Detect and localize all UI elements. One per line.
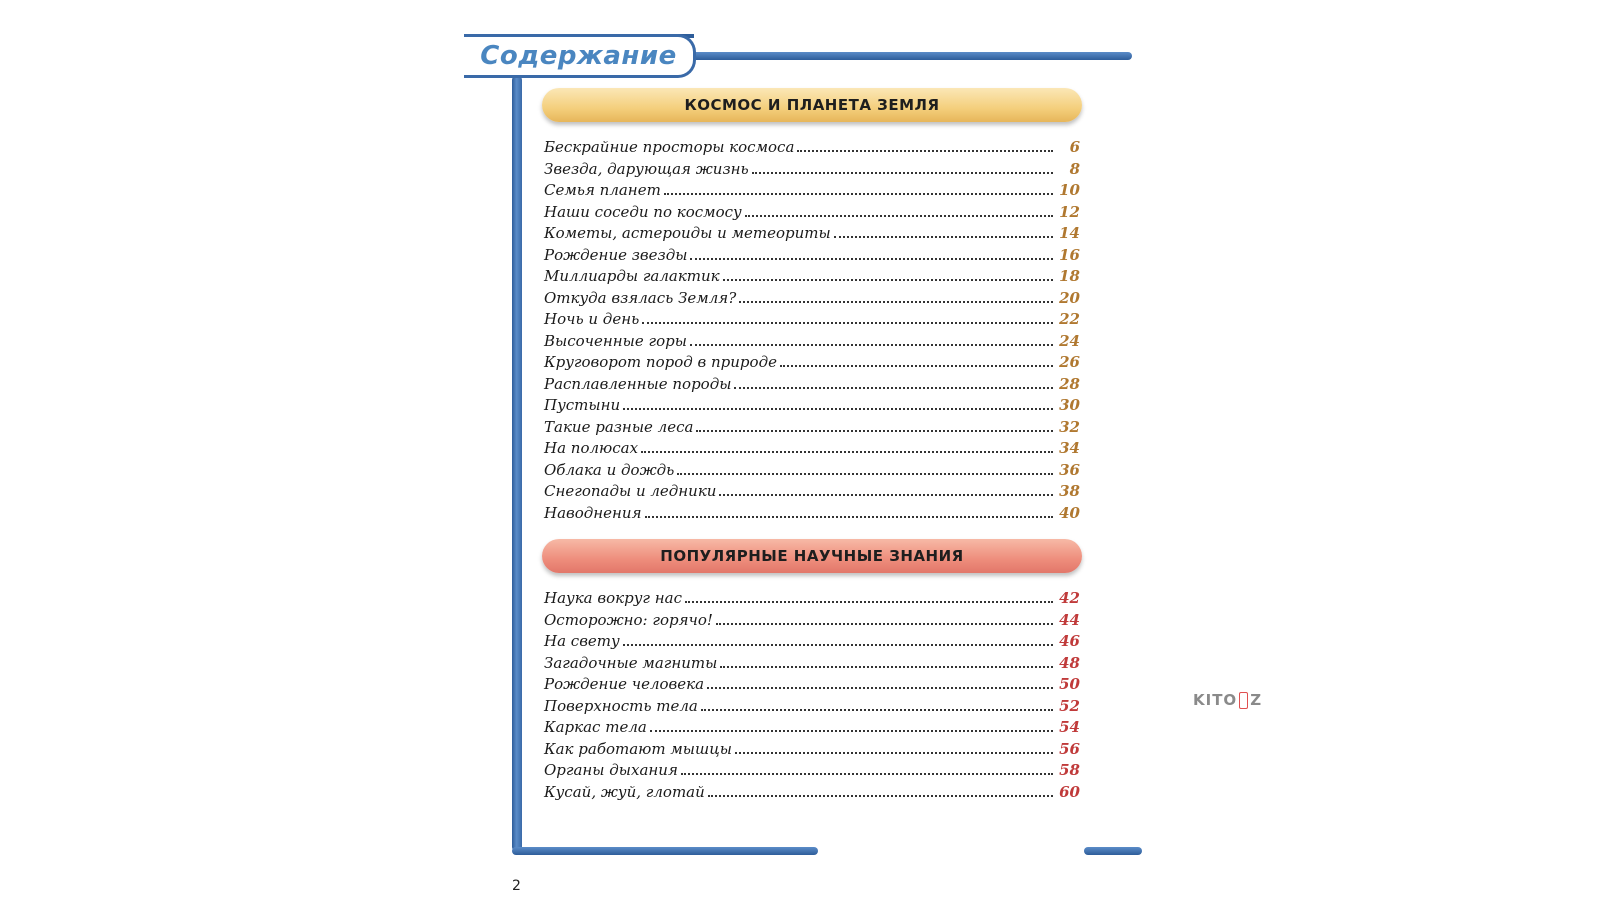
dot-leader (734, 387, 1053, 389)
toc-entry[interactable] (544, 482, 1080, 504)
toc-entry-title: Ночь и день (544, 310, 640, 328)
dot-leader (752, 172, 1053, 174)
dot-leader (641, 451, 1053, 453)
toc-entry[interactable] (544, 310, 1080, 332)
dot-leader (834, 236, 1053, 238)
toc-entry-page-number: 46 (1059, 632, 1080, 650)
toc-entry[interactable] (544, 783, 1080, 805)
toc-entry[interactable] (544, 439, 1080, 461)
dot-leader (797, 150, 1053, 152)
toc-entry-page-number: 8 (1069, 159, 1080, 178)
toc-entry-page-number: 26 (1059, 353, 1080, 371)
toc-entry-page-number: 34 (1059, 439, 1080, 457)
toc-entry[interactable] (544, 740, 1080, 762)
toc-entry-page-number: 10 (1059, 181, 1080, 199)
toc-entry[interactable] (544, 332, 1080, 354)
toc-entry-title: Поверхность тела (544, 696, 698, 715)
frame-line (512, 847, 818, 855)
toc-entry-title: Каркас тела (544, 718, 647, 736)
dot-leader (707, 687, 1053, 689)
toc-entry-title: Откуда взялась Земля? (544, 288, 737, 307)
dot-leader (664, 193, 1053, 195)
toc-list-science (544, 589, 1080, 804)
toc-entry-page-number: 38 (1059, 482, 1080, 500)
dot-leader (690, 344, 1053, 346)
dot-leader (780, 365, 1053, 367)
toc-entry[interactable] (544, 654, 1080, 676)
toc-entry-page-number: 32 (1059, 417, 1080, 436)
toc-entry[interactable] (544, 160, 1080, 182)
toc-entry-page-number: 6 (1069, 138, 1080, 156)
page-number: 2 (512, 878, 521, 894)
dot-leader (650, 730, 1053, 732)
dot-leader (716, 623, 1053, 625)
toc-entry-title: Органы дыхания (544, 761, 678, 779)
dot-leader (719, 494, 1053, 496)
toc-entry[interactable] (544, 504, 1080, 526)
toc-entry-page-number: 60 (1059, 782, 1080, 801)
title-tab (464, 34, 696, 78)
toc-entry-title: Снегопады и ледники (544, 482, 717, 500)
frame-line (1084, 847, 1142, 855)
toc-entry-page-number: 58 (1059, 761, 1080, 779)
toc-entry[interactable] (544, 632, 1080, 654)
toc-list-space (544, 138, 1080, 525)
toc-entry[interactable] (544, 418, 1080, 440)
toc-entry[interactable] (544, 246, 1080, 268)
toc-entry-page-number: 18 (1059, 267, 1080, 285)
dot-leader (623, 408, 1053, 410)
toc-entry-page-number: 48 (1059, 653, 1080, 672)
dot-leader (723, 279, 1053, 281)
dot-leader (745, 215, 1053, 217)
dot-leader (696, 430, 1053, 432)
dot-leader (677, 473, 1053, 475)
toc-entry-title: Такие разные леса (544, 417, 694, 436)
toc-entry-title: Наука вокруг нас (544, 589, 682, 607)
toc-entry[interactable] (544, 675, 1080, 697)
toc-entry-title: Кометы, астероиды и метеориты (544, 224, 831, 242)
watermark-logo (1193, 691, 1262, 709)
dot-leader (690, 258, 1053, 260)
toc-entry[interactable] (544, 461, 1080, 483)
dot-leader (681, 773, 1053, 775)
dot-leader (642, 322, 1053, 324)
toc-entry-title: Кусай, жуй, глотай (544, 782, 705, 801)
toc-entry-page-number: 14 (1059, 224, 1080, 242)
toc-entry-title: Наши соседи по космосу (544, 202, 742, 221)
toc-entry-title: Осторожно: горячо! (544, 610, 713, 629)
dot-leader (720, 666, 1053, 668)
dot-leader (623, 644, 1053, 646)
toc-entry[interactable] (544, 611, 1080, 633)
toc-entry-title: Пустыни (544, 396, 621, 414)
toc-entry-title: Наводнения (544, 503, 642, 522)
toc-entry-title: Рождение человека (544, 675, 705, 693)
toc-entry-page-number: 22 (1059, 310, 1080, 328)
toc-entry-title: Бескрайние просторы космоса (544, 138, 795, 156)
toc-entry-page-number: 30 (1059, 396, 1080, 414)
toc-entry-page-number: 42 (1059, 589, 1080, 607)
toc-entry[interactable] (544, 718, 1080, 740)
watermark-text-right: Z (1250, 691, 1263, 709)
toc-entry[interactable] (544, 181, 1080, 203)
toc-entry[interactable] (544, 697, 1080, 719)
toc-entry-title: Загадочные магниты (544, 653, 718, 672)
section-banner-space: КОСМОС И ПЛАНЕТА ЗЕМЛЯ (542, 88, 1082, 122)
toc-entry-title: Как работают мышцы (544, 739, 732, 758)
toc-entry-page-number: 40 (1059, 503, 1080, 522)
toc-entry-title: Расплавленные породы (544, 374, 732, 393)
dot-leader (739, 301, 1053, 303)
toc-entry-title: На свету (544, 632, 620, 650)
toc-entry-page-number: 16 (1059, 245, 1080, 264)
page-title: Содержание (480, 41, 677, 71)
toc-entry-title: Высоченные горы (544, 331, 687, 350)
frame-line (688, 52, 1132, 60)
watermark-box-icon (1239, 692, 1248, 709)
toc-entry[interactable] (544, 375, 1080, 397)
toc-entry-page-number: 56 (1059, 739, 1080, 758)
toc-entry-page-number: 24 (1059, 331, 1080, 350)
toc-entry[interactable] (544, 203, 1080, 225)
toc-entry[interactable] (544, 761, 1080, 783)
toc-entry[interactable] (544, 138, 1080, 160)
dot-leader (735, 752, 1053, 754)
toc-entry-title: Рождение звезды (544, 245, 688, 264)
toc-entry-title: Круговорот пород в природе (544, 353, 777, 371)
toc-entry[interactable] (544, 589, 1080, 611)
toc-entry[interactable] (544, 289, 1080, 311)
toc-entry-page-number: 54 (1059, 718, 1080, 736)
dot-leader (685, 601, 1053, 603)
toc-entry-page-number: 52 (1059, 696, 1080, 715)
toc-entry-page-number: 50 (1059, 675, 1080, 693)
toc-entry-title: На полюсах (544, 439, 639, 457)
toc-entry-title: Миллиарды галактик (544, 267, 720, 285)
toc-entry-page-number: 12 (1059, 202, 1080, 221)
toc-entry-page-number: 44 (1059, 610, 1080, 629)
toc-entry-page-number: 20 (1059, 288, 1080, 307)
section-banner-science: ПОПУЛЯРНЫЕ НАУЧНЫЕ ЗНАНИЯ (542, 539, 1082, 573)
toc-entry-title: Облака и дождь (544, 460, 675, 479)
dot-leader (701, 709, 1053, 711)
book-page (464, 32, 1144, 894)
toc-entry[interactable] (544, 224, 1080, 246)
toc-entry-page-number: 28 (1059, 374, 1080, 393)
toc-entry-title: Звезда, дарующая жизнь (544, 159, 749, 178)
toc-entry[interactable] (544, 396, 1080, 418)
toc-entry-page-number: 36 (1059, 460, 1080, 479)
watermark-text-left: KITO (1193, 691, 1238, 709)
dot-leader (645, 516, 1053, 518)
dot-leader (708, 795, 1053, 797)
toc-entry[interactable] (544, 267, 1080, 289)
frame-line (512, 76, 522, 851)
toc-entry[interactable] (544, 353, 1080, 375)
toc-entry-title: Семья планет (544, 181, 661, 199)
